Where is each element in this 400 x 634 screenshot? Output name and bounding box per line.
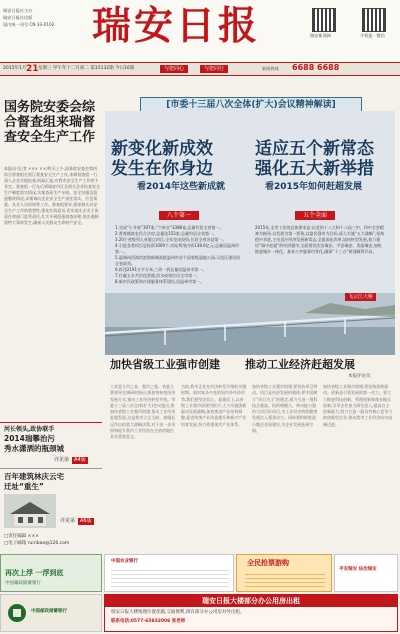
lead-column-1: 工业是立市之本、强市之基。省委主要领导在调研时指出,要加快转变经济发展方式,推动工业经济转型升级。市委十三届八次全体(扩大)会议提出,要加快省级工业强市创建,推动工业经济赶超发展,这是我市立足当前、着眼长远作出的重大战略决策,对于进一步巩固和提升我市工业经济在全省的地位具有重要意义。 xyxy=(110,384,176,440)
feature-left-list xyxy=(115,225,241,285)
lead-headline-right: 推动工业经济赶超发展 xyxy=(245,358,355,371)
promo-1-title[interactable]: 2014瑞攀治污 xyxy=(4,434,55,443)
divider xyxy=(0,468,102,469)
ad-bank-logo-box[interactable] xyxy=(0,594,102,632)
list-item: 6.拆违2191万平方米,三改一拆总量居温州市第一。 xyxy=(115,267,207,272)
feature-right-subhead: 看2015年如何赶超发展 xyxy=(265,182,363,192)
publisher-line-1: 瑞安日报社主办 xyxy=(3,8,33,13)
feature-right-headline-1: 适应五个新常态 xyxy=(255,139,374,159)
tab-with-you-go[interactable]: 与您同行 xyxy=(200,65,228,73)
lead-column-3: 加快省级工业强市创建,要坚持项目带动。项目是经济发展的载体,要牢固树立“项目为王”的理念,着力引进一批科技含量高、投资规模大、带动能力强的大项目好项目,为工业经济持续健康发展注入强劲动力。同时要积极推进小微企业园建设,为企业发展拓展空间。 xyxy=(252,384,318,434)
ad-office-rental[interactable] xyxy=(104,594,398,632)
list-item: 1.完成“小升规”307家,“个转企”3386家,总量均居全省第一。 xyxy=(115,225,224,230)
list-item: 4.引进各类项目总投资1009个,实际利用内资138.6亿元,总量居温州市第一。 xyxy=(115,243,239,254)
qr-code-icon xyxy=(312,8,336,32)
qr-code-icon xyxy=(362,8,386,32)
feature-left-subhead: 看2014年这些新成就 xyxy=(137,182,226,192)
tab-with-you-heart[interactable]: 与您同心 xyxy=(160,65,188,73)
ad-ticket-promo[interactable] xyxy=(236,554,332,592)
paper-name-logo: 瑞安日报 xyxy=(92,3,261,49)
feature-banner: [市委十三届八次全体(扩大)会议精神解读] xyxy=(140,97,362,113)
date-prefix: 2015年1月 xyxy=(3,66,27,71)
list-item: 5.温瑞州西海岸滨海新城获批温州市首个国家级湿地公园,示范区建设居全省前列。 xyxy=(115,255,241,266)
date-suffix: 星期三 甲午年十二月初二 第15132期 今日16版 xyxy=(38,66,135,71)
feature-left-headline-1: 新变化新成效 xyxy=(111,139,213,159)
list-item: 7.打赢五水共治攻坚战,治水成效位居全市第一。 xyxy=(115,273,201,278)
promo-2-title[interactable]: 百年建筑林庆云宅 xyxy=(4,472,64,481)
promo-1-title-2[interactable]: 秀水潇洒的瓶颈城 xyxy=(4,444,64,453)
ad-3-fineprint xyxy=(245,571,325,587)
ad-3-title: 全民抢票游购 xyxy=(247,559,289,567)
date-bar xyxy=(0,62,400,76)
bank-logo-icon xyxy=(7,603,27,623)
ad-1-title: 再次上浮 一浮到底 xyxy=(5,569,64,577)
feature-right-tag: 五个全面 xyxy=(295,211,335,220)
list-item: 8.新市民政策和社保服务体系建设,居温州市第一。 xyxy=(115,279,205,284)
promo-2-page: A6版 xyxy=(80,518,92,524)
qr-label-1: 瑞安新闻网 xyxy=(310,33,331,38)
feature-right-body: 2015年,全市工作的总体要求是:以党的十八大和十八届三中、四中全会精神为指导,以发展为第一要务,以富民强市为目标,深入实施“五大战略”,坚持稳中求进,主动适应经济发展新常态,全面深化改革,加快转型发展,着力建设“瑞中赶超”的经济强市,全面建设法治瑞安、平安瑞安、美丽瑞安,加快推进城乡一体化、基本公共服务均等化,确保“十三五”规划顺利开局。 xyxy=(255,225,385,254)
ad-bank-name: 中国邮政储蓄银行 xyxy=(31,609,67,614)
promo-2-page-label: 详见第 xyxy=(60,518,76,524)
lead-byline: 本报评论员 xyxy=(348,374,371,379)
list-item: 2.普查摸底农民合法房,总量达153家,总量均居全省第一。 xyxy=(115,231,217,236)
ad-2-bank: 中国农业银行 xyxy=(111,559,138,564)
ad-1-subtitle: 中国邮政储蓄银行 xyxy=(5,581,41,586)
feature-left-tag: 八个第一 xyxy=(159,211,199,220)
feature-left-headline-2: 发生在你身边 xyxy=(111,159,213,179)
hotline-label: 新闻热线 xyxy=(262,66,279,71)
ad-rental-text: 瑞安日报大楼地理位置优越,交通便利,现有部分办公用房对外出租。 xyxy=(111,610,245,615)
editor-email: □电子邮箱 ruiribao@126.com xyxy=(4,541,70,546)
historic-house-photo xyxy=(4,494,56,528)
divider xyxy=(0,422,102,423)
bridge-photo xyxy=(105,293,395,355)
ad-rental-title: 瑞安日报大楼部分办公用房出租 xyxy=(105,595,397,607)
lead-column-4: 加快省级工业强市创建,要坚持创新驱动。创新是引领发展的第一动力。要大力推进科技创新、管理创新和商业模式创新,引导企业加大研发投入,提高自主创新能力,努力打造一批具有核心竞争力的创新型企业,推动我市工业经济向中高端迈进。 xyxy=(323,384,393,427)
promo-1-kicker: 河长领头,政协联手 xyxy=(4,426,55,433)
qr-label-2: 手机报 · 微信 xyxy=(360,33,385,38)
left-article-body: 本报讯 (记者 ××× ××)昨天上午,国务院安委会第四综合督查组在浙江督查安全生产工作,来瑞督查组一行深入企业实地检查,听取汇报,对我市安全生产工作给予肯定。督查组一行先后到瑞安市区及相关企业检查安全生产制度落实情况,实地查看生产车间、安全设施及隐患整改情况,详细询问企业安全生产责任落实、应急预案、从业人员培训等工作。督查组要求,要深刻认识安全生产工作的重要性,强化红线意识,切实落实企业主体责任和部门监管责任,扎实开展隐患排查治理,坚决遏制重特大事故发生,确保人民群众生命财产安全。 xyxy=(4,166,100,225)
editor-name: □责任编辑 ××× xyxy=(4,534,39,539)
promo-2-title-2[interactable]: 迁址“重生” xyxy=(4,482,44,491)
publisher-line-2: 瑞安日报社出版 xyxy=(3,15,33,20)
lead-column-2: 当前,我市正处在经济转型升级的关键时期。面对复杂多变的国内外经济形势,我们要坚定信心、迎难而上,以省级工业强市创建为抓手,大力实施创新驱动发展战略,加快推进产业结构调整,促进传统产业改造提升和新兴产业培育发展,努力构建现代产业体系。 xyxy=(181,384,247,427)
ad-rental-phone: 联系电话:0577-65832006 张老师 xyxy=(111,619,186,624)
feature-right-headline-2: 强化五大新举措 xyxy=(255,159,374,179)
promo-1-page-label: 详见第 xyxy=(54,457,70,463)
ad-public-service[interactable] xyxy=(334,554,398,592)
ad-4-title: 平安瑞安 法治瑞安 xyxy=(339,567,377,572)
issn-line: 国内统一刊号 CN 33-0102 xyxy=(3,22,55,27)
photo-caption: 飞云江大桥 xyxy=(345,293,376,301)
list-item: 3.20个省级列入省重点项目,全年完成投资,位居全省各县第一。 xyxy=(115,237,227,242)
feature-panel xyxy=(105,111,395,355)
promo-1-page: A4版 xyxy=(74,457,86,463)
ad-agri-bank[interactable] xyxy=(104,554,234,592)
ad-2-fineprint xyxy=(111,569,229,587)
hotline-number: 6688 6688 xyxy=(292,63,340,72)
left-headline: 国务院安委会综合督查组来瑞督查安全生产工作 xyxy=(4,100,96,145)
ad-postal-bank[interactable] xyxy=(0,554,102,592)
date-day: 21 xyxy=(26,64,39,74)
lead-headline-left: 加快省级工业强市创建 xyxy=(110,358,220,371)
